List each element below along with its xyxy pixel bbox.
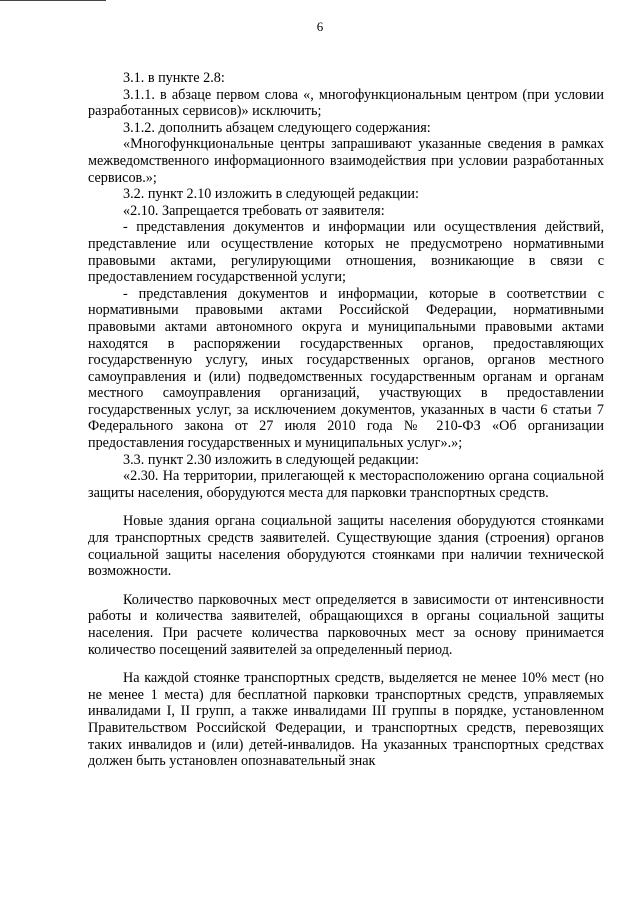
paragraph-parking-count: Количество парковочных мест определяется в зависимости от интенсивности работы и количества заявителей, обращающихся в органы социальной защиты населения. При расчете количества парковочных мест за основу принимается количество посещений заявителей за определенный период. [88,591,604,658]
page-number: 6 [316,19,324,34]
paragraph-bullet-2: - представления документов и информации, которые в соответствии с нормативными правовыми актами Российской Федерации, нормативными правовыми актами автономного округа и муниципальными правовыми актами находятся в распоряжении государственных органов, предоставляющих государственную услугу, иных государственных органов, органов местного самоуправления и (или) подведомственных государственным органам и органам местного самоуправления организаций, участвующих в предоставлении государственных услуг, за исключением документов, указанных в части 6 статьи 7 Федерального закона от 27 июля 2010 года № 210-ФЗ «Об организации предоставления государственных и муниципальных услуг».»; [88,285,604,452]
paragraph-3-1: 3.1. в пункте 2.8: [123,70,225,86]
paragraph-3-1-2: 3.1.2. дополнить абзацем следующего содержания: [123,119,431,136]
paragraph-3-1-1: 3.1.1. в абзаце первом слова «, многофункциональным центром (при условии разработанных сервисов)» исключить; [88,86,604,120]
paragraph-new-buildings: Новые здания органа социальной защиты населения оборудуются стоянками для транспортных средств заявителей. Существующие здания (строения) органов социальной защиты населения оборудуются стоянками при наличии технической возможности. [88,513,604,580]
paragraph-bullet-1: - представления документов и информации или осуществления действий, представление или осуществление которых не предусмотрено нормативными правовыми актами, регулирующими отношения, возникающие в связи с предоставлением государственной услуги; [88,219,604,286]
paragraph-3-3: 3.3. пункт 2.30 изложить в следующей редакции: [123,451,419,468]
paragraph-2-10: «2.10. Запрещается требовать от заявителя: [123,202,385,219]
paragraph-3-2: 3.2. пункт 2.10 изложить в следующей редакции: [123,186,419,203]
paragraph-2-30: «2.30. На территории, прилегающей к месторасположению органа социальной защиты населения, оборудуются места для парковки транспортных средств. [88,468,604,501]
document-body [88,70,604,770]
paragraph-disabled-parking: На каждой стоянке транспортных средств, выделяется не менее 10% мест (но не менее 1 места) для бесплатной парковки транспортных средств, управляемых инвалидами I, II групп, а также инвалидами III группы в порядке, установленном Правительством Российской Федерации, и транспортных средств, перевозящих таких инвалидов и (или) детей-инвалидов. На указанных транспортных средствах должен быть установлен опознавательный знак [88,670,604,770]
paragraph-mfc-quote: «Многофункциональные центры запрашивают указанные сведения в рамках межведомственного информационного взаимодействия при условии разработанных сервисов.»; [88,136,604,186]
scan-edge-line [0,0,106,1]
